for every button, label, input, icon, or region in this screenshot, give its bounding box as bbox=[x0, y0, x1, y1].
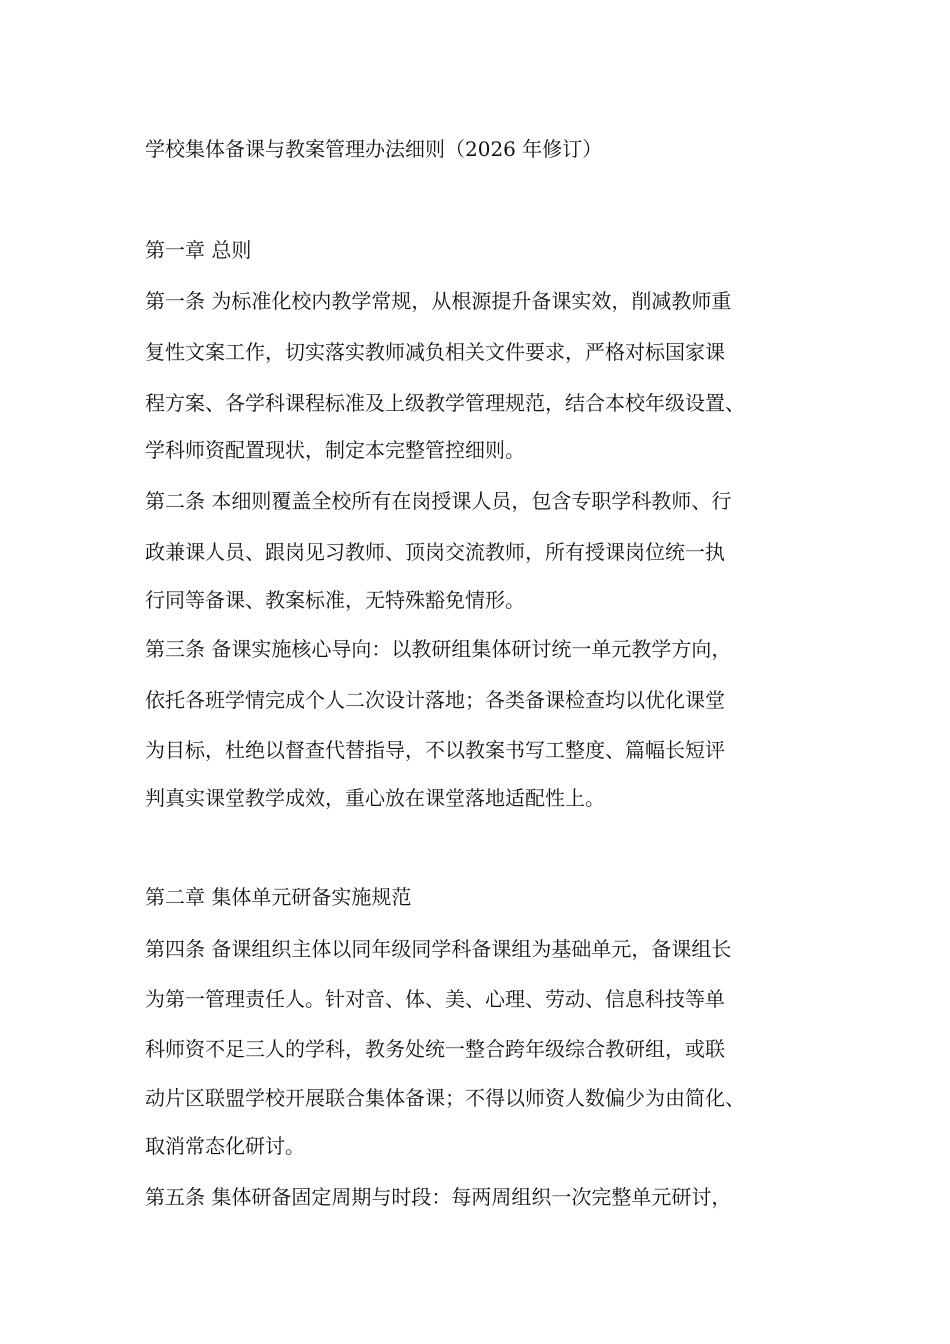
article-2-line-1: 第二条 本细则覆盖全校所有在岗授课人员，包含专职学科教师、行 bbox=[145, 489, 732, 513]
article-2-line-2: 政兼课人员、跟岗见习教师、顶岗交流教师，所有授课岗位统一执 bbox=[145, 540, 725, 564]
document-title: 学校集体备课与教案管理办法细则（2026 年修订） bbox=[145, 137, 603, 161]
article-4-line-5: 取消常态化研讨。 bbox=[145, 1134, 305, 1158]
article-3-line-3: 为目标，杜绝以督查代替指导，不以教案书写工整度、篇幅长短评 bbox=[145, 738, 725, 762]
article-2-line-3: 行同等备课、教案标准，无特殊豁免情形。 bbox=[145, 588, 525, 612]
article-3-line-4: 判真实课堂教学成效，重心放在课堂落地适配性上。 bbox=[145, 786, 605, 810]
article-4-line-4: 动片区联盟学校开展联合集体备课；不得以师资人数偏少为由简化、 bbox=[145, 1086, 745, 1110]
article-4-line-2: 为第一管理责任人。针对音、体、美、心理、劳动、信息科技等单 bbox=[145, 987, 725, 1011]
article-5-line-1: 第五条 集体研备固定周期与时段：每两周组织一次完整单元研讨， bbox=[145, 1185, 732, 1209]
chapter-1-heading: 第一章 总则 bbox=[145, 238, 252, 262]
article-1-line-1: 第一条 为标准化校内教学常规，从根源提升备课实效，削减教师重 bbox=[145, 289, 732, 313]
article-1-line-3: 程方案、各学科课程标准及上级教学管理规范，结合本校年级设置、 bbox=[145, 391, 745, 415]
chapter-2-heading: 第二章 集体单元研备实施规范 bbox=[145, 885, 412, 909]
article-3-line-2: 依托各班学情完成个人二次设计落地；各类备课检查均以优化课堂 bbox=[145, 688, 725, 712]
article-1-line-2: 复性文案工作，切实落实教师减负相关文件要求，严格对标国家课 bbox=[145, 340, 725, 364]
article-4-line-1: 第四条 备课组织主体以同年级同学科备课组为基础单元，备课组长 bbox=[145, 937, 732, 961]
article-1-line-4: 学科师资配置现状，制定本完整管控细则。 bbox=[145, 438, 525, 462]
article-4-line-3: 科师资不足三人的学科，教务处统一整合跨年级综合教研组，或联 bbox=[145, 1037, 725, 1061]
article-3-line-1: 第三条 备课实施核心导向：以教研组集体研讨统一单元教学方向， bbox=[145, 637, 732, 661]
